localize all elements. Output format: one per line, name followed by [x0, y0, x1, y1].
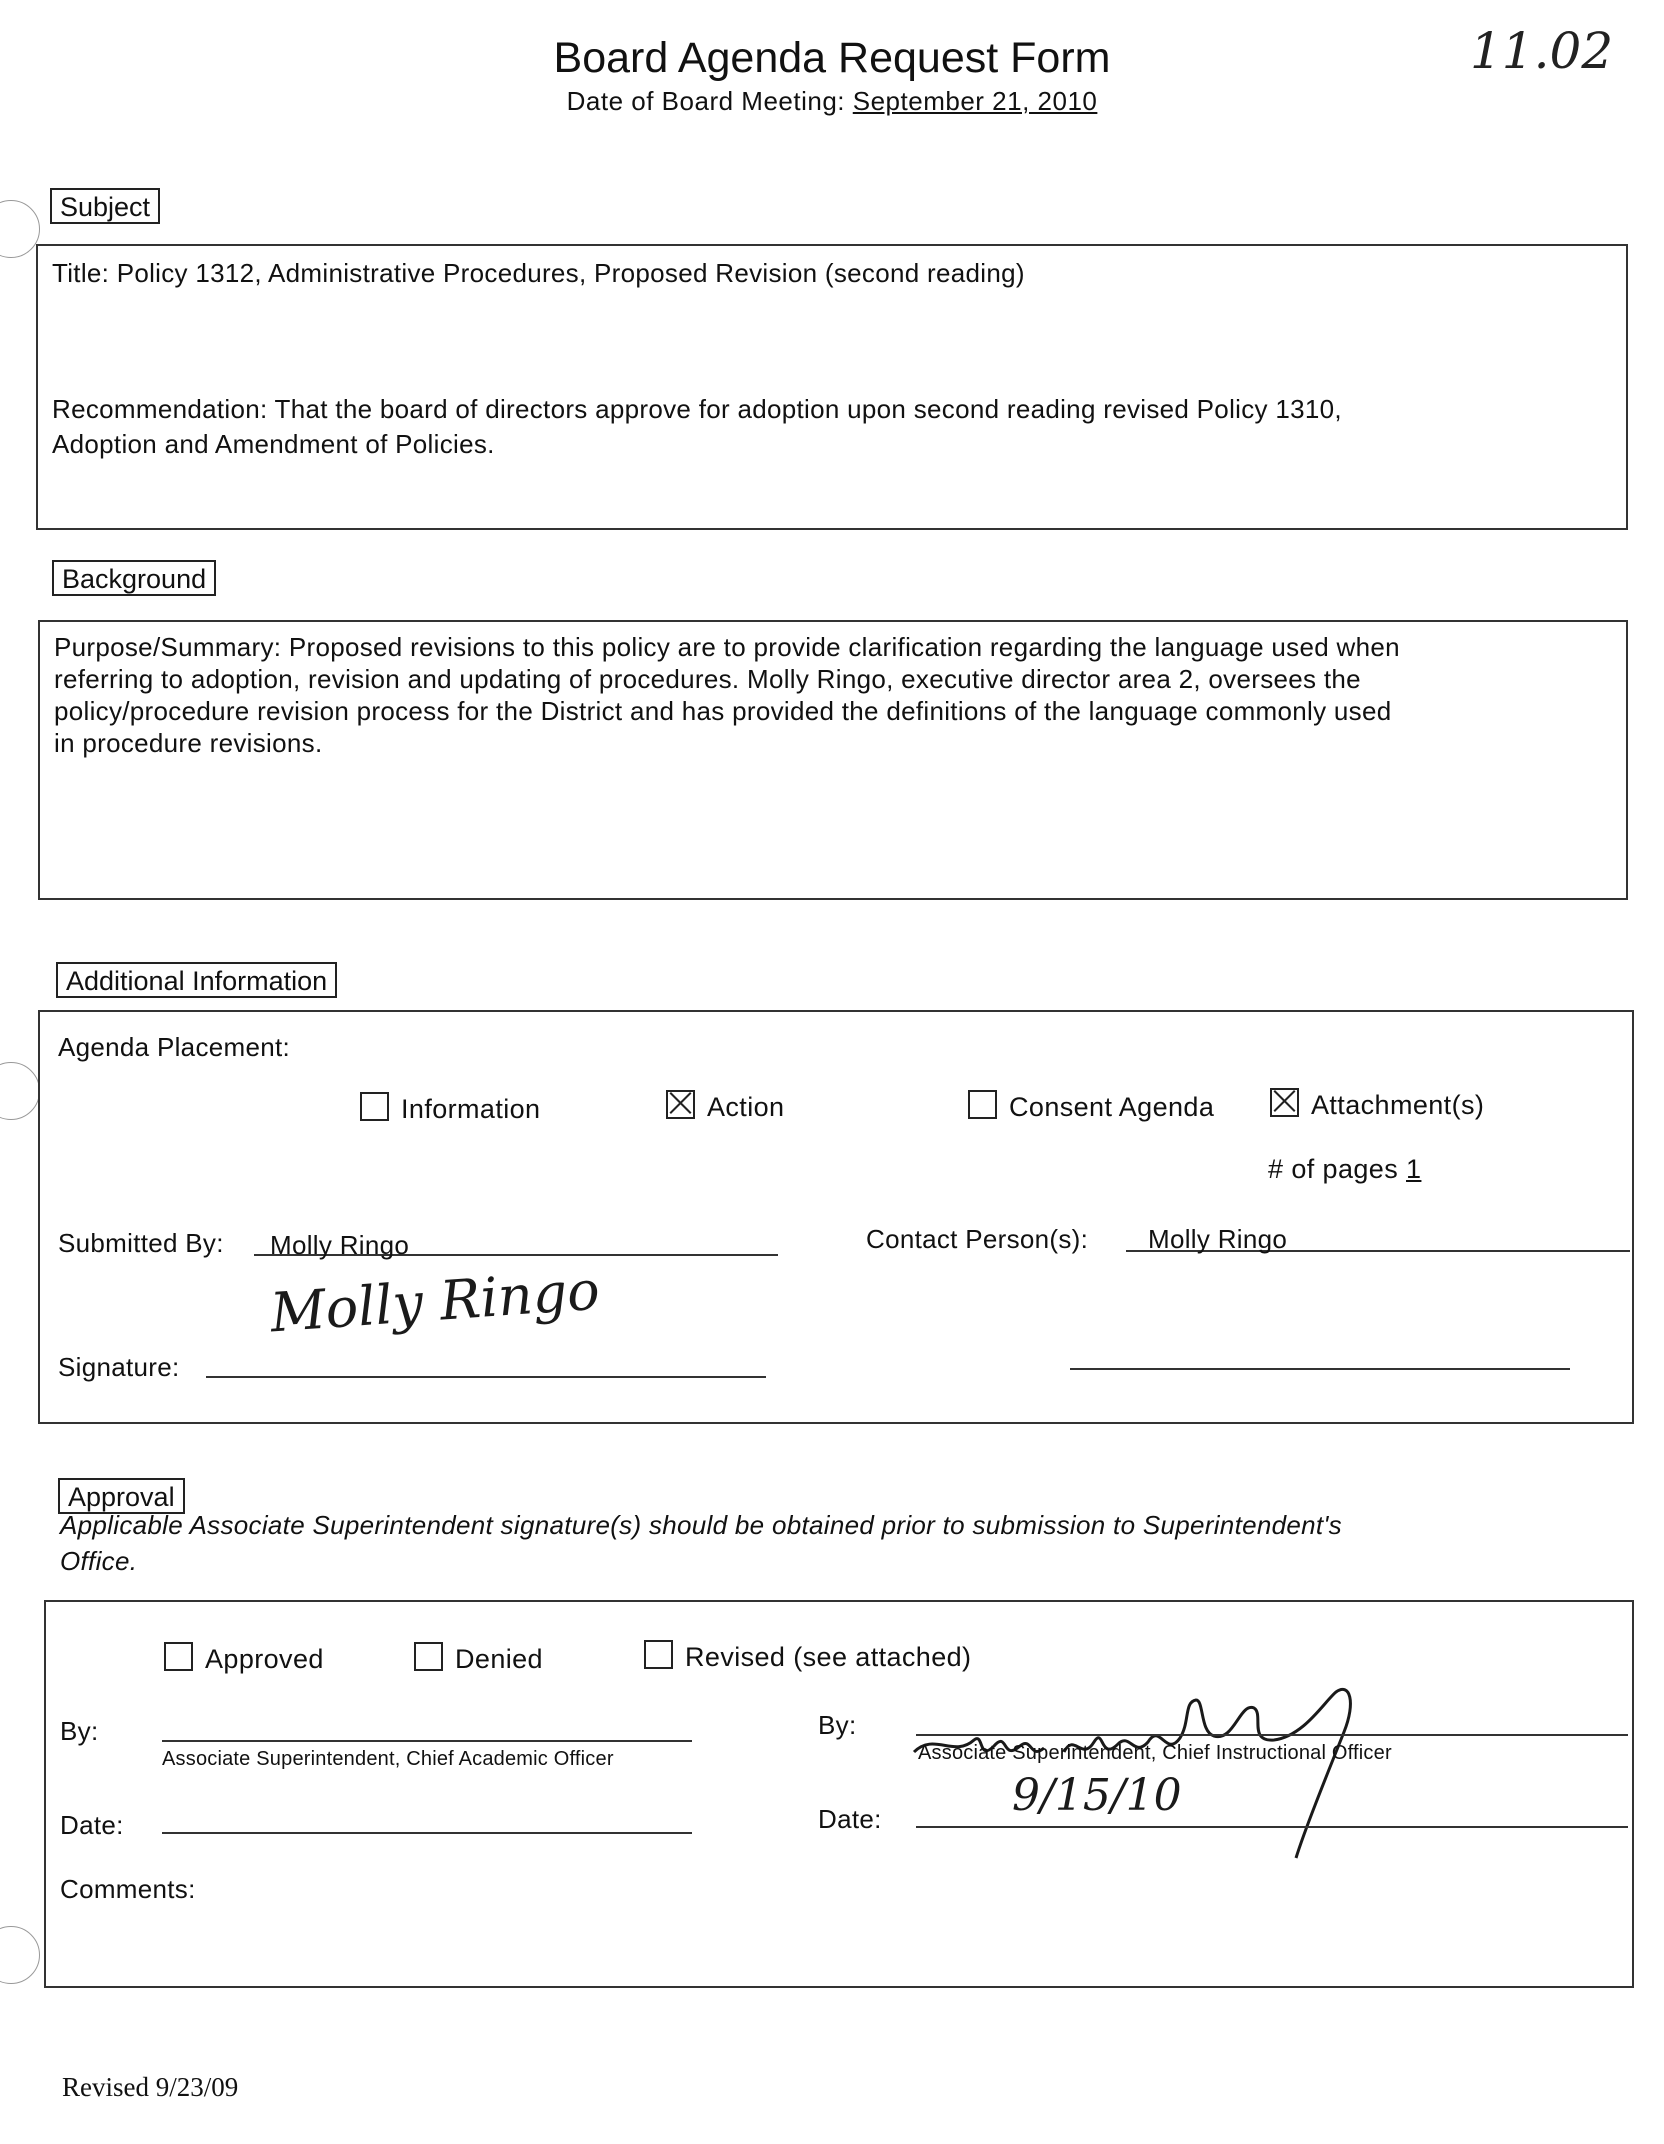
- background-line-1: Purpose/Summary: Proposed revisions to this policy are to provide clarification regarding the language used when: [54, 632, 1400, 662]
- right-by-line: [916, 1734, 1628, 1736]
- right-date-handwriting: 9/15/10: [1012, 1770, 1182, 1821]
- contact-person-value: Molly Ringo: [1148, 1224, 1288, 1254]
- signature-line: [206, 1376, 766, 1378]
- right-date-line: [916, 1826, 1628, 1828]
- punch-hole-top: [0, 200, 40, 258]
- signature-label: Signature:: [58, 1352, 180, 1382]
- meeting-date-line: [0, 86, 1664, 117]
- option-attachments[interactable]: [1270, 1088, 1484, 1121]
- denied-label: Denied: [455, 1644, 543, 1674]
- punch-hole-middle: [0, 1062, 40, 1120]
- punch-hole-bottom: [0, 1926, 40, 1984]
- approval-box: [44, 1600, 1634, 1988]
- approval-tag: Approval: [58, 1478, 185, 1514]
- background-line-2: referring to adoption, revision and updating of procedures. Molly Ringo, executive director area 2, oversees the: [54, 664, 1361, 694]
- background-line-4: in procedure revisions.: [54, 728, 323, 758]
- pages-value: 1: [1406, 1154, 1422, 1184]
- right-by-label: By:: [818, 1710, 857, 1740]
- pages-label: # of pages: [1268, 1154, 1399, 1184]
- meeting-date-label: Date of Board Meeting:: [566, 86, 846, 116]
- left-by-label: By:: [60, 1716, 99, 1746]
- form-title: Board Agenda Request Form: [553, 34, 1111, 82]
- left-date-label: Date:: [60, 1810, 124, 1840]
- second-signature-line: [1070, 1368, 1570, 1370]
- denied-checkbox[interactable]: [414, 1642, 443, 1671]
- right-approver-title: Associate Superintendent, Chief Instructional Officer: [918, 1742, 1392, 1764]
- information-checkbox[interactable]: [360, 1092, 389, 1121]
- revised-checkbox[interactable]: [644, 1640, 673, 1669]
- meeting-date-value: September 21, 2010: [852, 86, 1098, 116]
- attachments-checkbox-checked[interactable]: [1270, 1088, 1299, 1117]
- submitted-by-value: Molly Ringo: [270, 1230, 410, 1260]
- attachments-label: Attachment(s): [1311, 1090, 1485, 1120]
- background-tag: Background: [52, 560, 216, 596]
- consent-agenda-label: Consent Agenda: [1009, 1092, 1215, 1122]
- option-information[interactable]: [360, 1092, 540, 1125]
- left-by-line: [162, 1740, 692, 1742]
- right-date-label: Date:: [818, 1804, 882, 1834]
- recommendation-line-2: Adoption and Amendment of Policies.: [52, 429, 495, 459]
- option-action[interactable]: [666, 1090, 784, 1123]
- left-approver-title: Associate Superintendent, Chief Academic Officer: [162, 1748, 614, 1770]
- option-denied[interactable]: [414, 1642, 543, 1675]
- subject-title: Title: Policy 1312, Administrative Procedures, Proposed Revision (second reading): [52, 258, 1025, 288]
- action-label: Action: [707, 1092, 785, 1122]
- option-approved[interactable]: [164, 1642, 324, 1675]
- signature-handwriting: Molly Ringo: [268, 1258, 602, 1345]
- handwritten-agenda-number: 11.02: [1470, 22, 1614, 80]
- comments-label: Comments:: [60, 1874, 196, 1904]
- approval-note-line-1: Applicable Associate Superintendent signature(s) should be obtained prior to submission to Superintendent's: [60, 1510, 1342, 1540]
- consent-agenda-checkbox[interactable]: [968, 1090, 997, 1119]
- agenda-placement-label: Agenda Placement:: [58, 1032, 291, 1062]
- approval-note-line-2: Office.: [60, 1546, 138, 1576]
- revision-date: Revised 9/23/09: [62, 2072, 239, 2102]
- background-line-3: policy/procedure revision process for the District and has provided the definitions of the language commonly used: [54, 696, 1392, 726]
- additional-info-tag: Additional Information: [56, 962, 337, 998]
- approved-checkbox[interactable]: [164, 1642, 193, 1671]
- background-box: [38, 620, 1628, 900]
- recommendation-line-1: Recommendation: That the board of directors approve for adoption upon second reading revised Policy 1310,: [52, 394, 1342, 424]
- left-date-line: [162, 1832, 692, 1834]
- additional-info-box: [38, 1010, 1634, 1424]
- contact-person-label: Contact Person(s):: [866, 1224, 1089, 1254]
- information-label: Information: [401, 1094, 541, 1124]
- revised-label: Revised (see attached): [685, 1642, 972, 1672]
- action-checkbox-checked[interactable]: [666, 1090, 695, 1119]
- subject-box: [36, 244, 1628, 530]
- pages-count: [1268, 1154, 1421, 1185]
- option-consent-agenda[interactable]: [968, 1090, 1214, 1123]
- submitted-by-label: Submitted By:: [58, 1228, 224, 1258]
- approved-label: Approved: [205, 1644, 324, 1674]
- subject-tag: Subject: [50, 188, 160, 224]
